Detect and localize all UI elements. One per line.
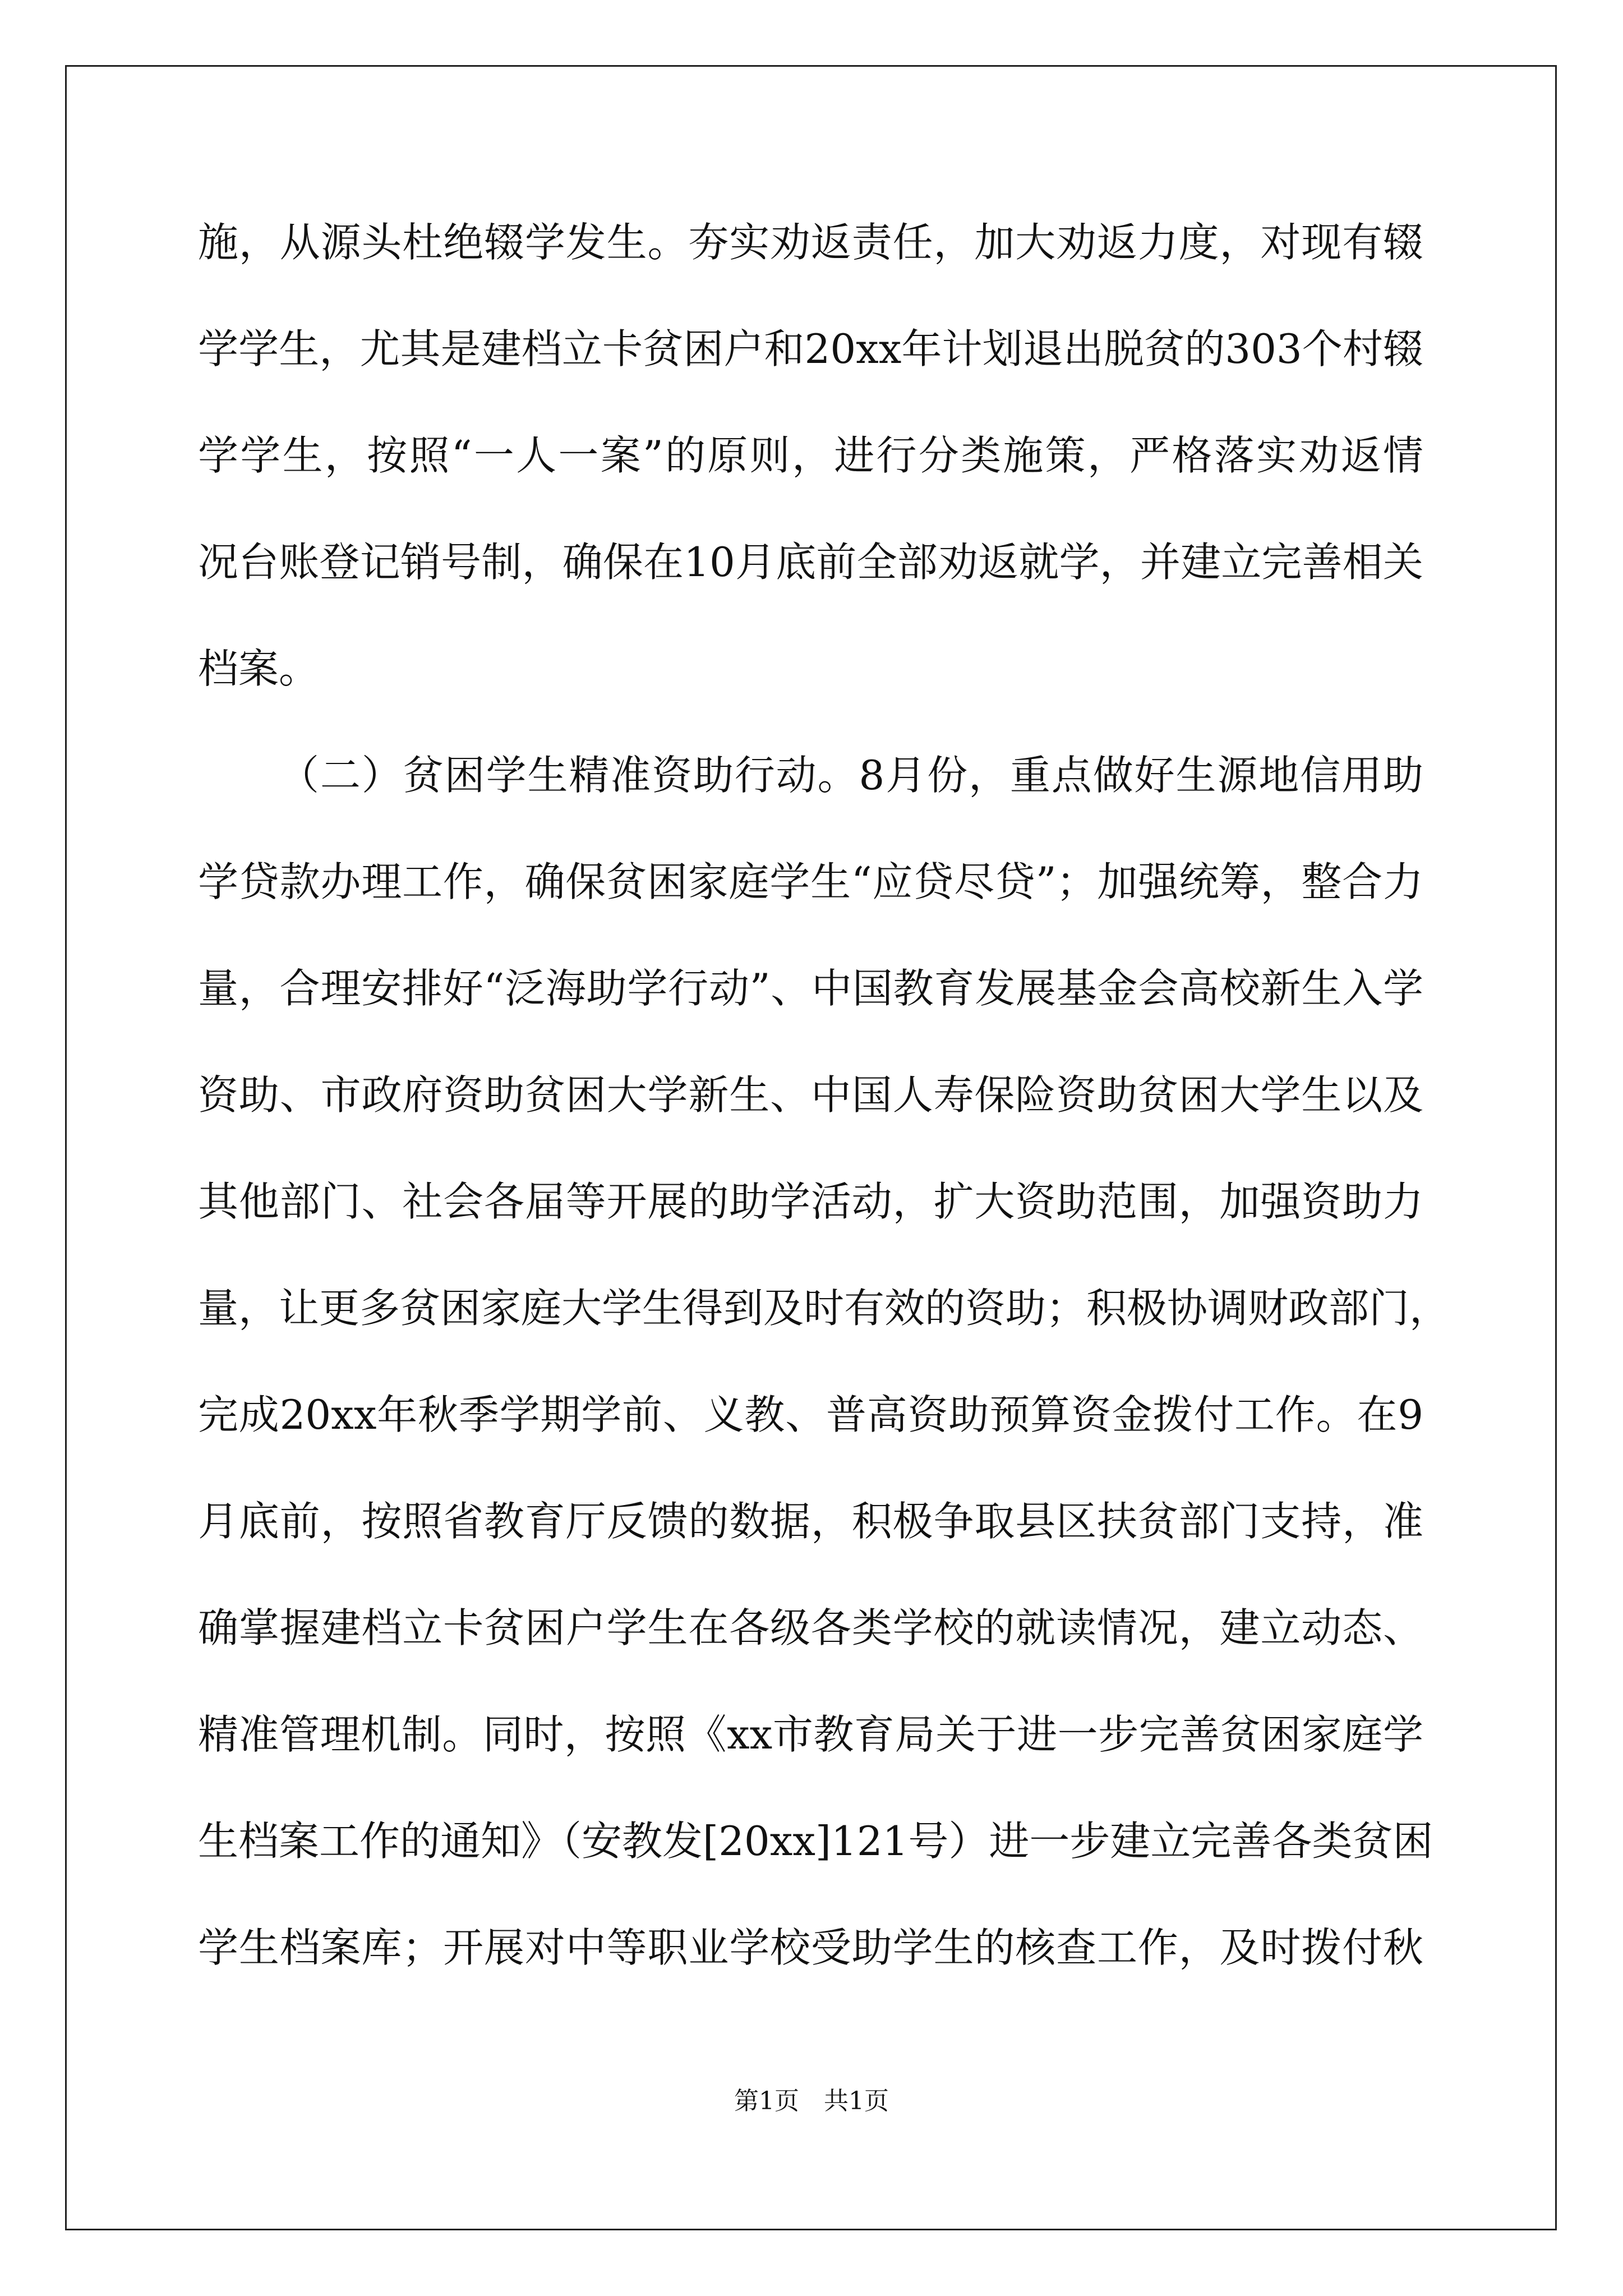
text-line: 量，让更多贫困家庭大学生得到及时有效的资助；积极协调财政部门， (198, 1285, 1450, 1332)
text-line: 月底前，按照省教育厅反馈的数据，积极争取县区扶贫部门支持，准 (198, 1498, 1423, 1545)
page-number: 第1页 (734, 2087, 799, 2115)
document-body (198, 214, 1450, 2026)
text-line: 量，合理安排好“泛海助学行动”、中国教育发展基金会高校新生入学 (198, 965, 1423, 1012)
text-line: 学学生，按照“一人一案”的原则，进行分类施策，严格落实劝返情 (198, 432, 1423, 479)
text-line: 学生档案库；开展对中等职业学校受助学生的核查工作，及时拨付秋 (198, 1924, 1423, 1971)
page-footer (0, 2085, 1623, 2118)
text-line: 学贷款办理工作，确保贫困家庭学生“应贷尽贷”；加强统筹，整合力 (198, 858, 1423, 905)
text-line: 施，从源头杜绝辍学发生。夯实劝返责任，加大劝返力度，对现有辍 (198, 219, 1423, 266)
text-line: 其他部门、社会各届等开展的助学活动，扩大资助范围，加强资助力 (198, 1178, 1423, 1225)
text-line: 确掌握建档立卡贫困户学生在各级各类学校的就读情况，建立动态、 (198, 1604, 1423, 1651)
text-line: 精准管理机制。同时，按照《xx市教育局关于进一步完善贫困家庭学 (198, 1711, 1423, 1758)
text-line: 况台账登记销号制，确保在10月底前全部劝返就学，并建立完善相关 (198, 539, 1423, 586)
text-line: 资助、市政府资助贫困大学新生、中国人寿保险资助贫困大学生以及 (198, 1071, 1423, 1119)
text-line: 学学生，尤其是建档立卡贫困户和20xx年计划退出脱贫的303个村辍 (198, 325, 1423, 372)
page-total: 共1页 (824, 2087, 889, 2115)
text-line: 档案。 (198, 645, 320, 692)
text-line: 生档案工作的通知》（安教发[20xx]121号）进一步建立完善各类贫困 (198, 1818, 1433, 1865)
text-line-indented: （二）贫困学生精准资助行动。8月份，重点做好生源地信用助 (279, 752, 1423, 799)
text-line: 完成20xx年秋季学期学前、义教、普高资助预算资金拨付工作。在9 (198, 1391, 1423, 1438)
